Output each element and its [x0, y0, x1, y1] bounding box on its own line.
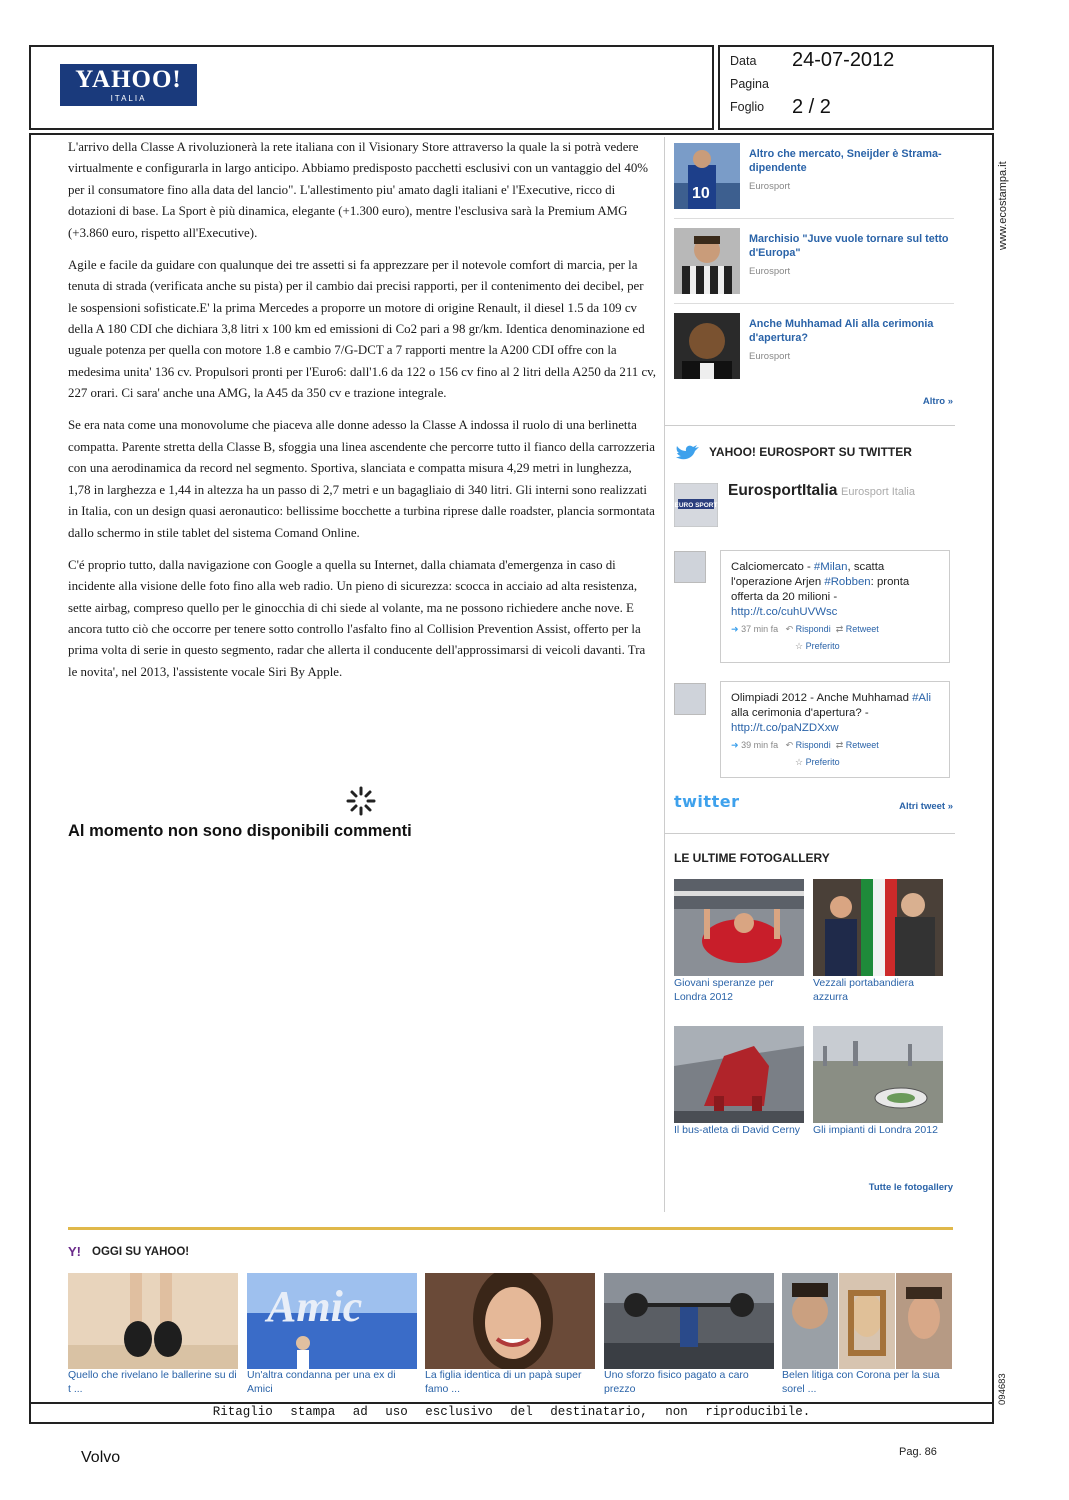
more-tweets-link[interactable]: Altri tweet »	[899, 801, 953, 812]
hashtag-link[interactable]: #Milan	[813, 561, 848, 573]
tweet-bird-icon: ➜	[731, 740, 739, 750]
tweet-card	[720, 681, 950, 778]
news-source: Eurosport	[749, 181, 791, 192]
twitter-bird-icon	[674, 443, 700, 463]
oggi-thumbnail[interactable]	[782, 1273, 952, 1369]
tweet-meta	[731, 738, 941, 753]
gallery-thumbnail[interactable]	[674, 879, 804, 976]
retweet-icon: ⇄	[835, 624, 844, 634]
news-item[interactable]	[674, 313, 954, 379]
news-title-link[interactable]: Altro che mercato, Sneijder è Strama-dipendente	[749, 148, 942, 174]
tweet-avatar[interactable]	[674, 683, 706, 715]
article-paragraph: L'arrivo della Classe A rivoluzionerà la rete italiana con il Visionary Store attraverso la quale la si potrà vedere virtualmente e configurarla in largo anticipo. Abbiamo predisposto pacchetti esclusivi con un vantaggio del 40% per il consumatore fino alla data del lancio". L'allestimento piu' amato dagli italiani e' l'Executive, ricco di dotazioni di base. La Sport è più dinamica, elegante (+1.300 euro), mentre l'esclusiva sarà la Premium AMG (+3.860 euro, rispetto all'Executive).	[68, 140, 649, 240]
news-more-link[interactable]: Altro »	[922, 396, 953, 407]
tweet-bird-icon: ➜	[731, 624, 739, 634]
oggi-thumbnail[interactable]	[604, 1273, 774, 1369]
sidebar	[664, 137, 955, 1212]
star-icon: ☆	[795, 641, 804, 651]
news-separator	[674, 218, 954, 219]
oggi-title: OGGI SU YAHOO!	[92, 1246, 190, 1258]
reply-link[interactable]: Rispondi	[795, 740, 831, 750]
news-title-link[interactable]: Anche Muhhamad Ali alla cerimonia d'apertura?	[749, 318, 934, 344]
gallery-caption-link[interactable]: Vezzali portabandiera azzurra	[813, 977, 914, 1003]
star-icon: ☆	[795, 757, 804, 767]
yahoo-mini-icon: Y!	[68, 1244, 81, 1259]
oggi-caption-link[interactable]: La figlia identica di un papà super famo ...	[425, 1369, 582, 1395]
news-item[interactable]	[674, 143, 954, 209]
pagina-label: Pagina	[730, 77, 769, 91]
tweet-text: Olimpiadi 2012 - Anche Muhhamad #Ali alla cerimonia d'apertura? -	[731, 692, 932, 719]
no-comments-message: Al momento non sono disponibili commenti	[68, 822, 412, 840]
section-divider	[665, 425, 955, 426]
oggi-caption-link[interactable]: Quello che rivelano le ballerine su di t ...	[68, 1369, 237, 1395]
article-paragraph: C'é proprio tutto, dalla navigazione con Google a quella su Internet, dalla chiamata d'emergenza in caso di incidente alla visione delle foto fino alla web radio. Un pieno di sicurezza: scocca in acciaio ad alta resistenza, sette airbag, compreso quello per le ginocchia di chi siede al volante, ma ne possono richiedere anche nove. E ancora tutto ciò che occorre per tenere sotto controllo l'asfalto fino al Collision Prevention Assist, offerto per la prima volta di serie in questo segmento, radar che allerta il conducente dell'approssimarsi di veicoli davanti. Tra le novita', nel 2013, l'assistente vocale Siri By Apple.	[68, 557, 646, 679]
page-number: Pag. 86	[899, 1446, 937, 1458]
disclaimer-rule	[29, 1402, 994, 1404]
gallery-title: LE ULTIME FOTOGALLERY	[674, 851, 830, 865]
section-divider	[665, 833, 955, 834]
gallery-caption-link[interactable]: Giovani speranze per Londra 2012	[674, 977, 774, 1003]
oggi-caption-link[interactable]: Belen litiga con Corona per la sua sorel ...	[782, 1369, 940, 1395]
retweet-icon: ⇄	[835, 740, 844, 750]
twitter-section-title: YAHOO! EUROSPORT SU TWITTER	[709, 445, 912, 459]
gallery-thumbnail[interactable]	[813, 879, 943, 976]
svg-text:Amic: Amic	[267, 1282, 363, 1331]
news-title-link[interactable]: Marchisio "Juve vuole tornare sul tetto d'Europa"	[749, 233, 949, 259]
news-source: Eurosport	[749, 266, 791, 277]
favorite-link[interactable]: Preferito	[805, 757, 840, 767]
foglio-label: Foglio	[730, 100, 765, 114]
tweet-text: Calciomercato - #Milan, scatta l'operazione Arjen #Robben: pronta offerta da 20 milioni -	[731, 561, 910, 603]
reply-link[interactable]: Rispondi	[795, 624, 831, 634]
favorite-link[interactable]: Preferito	[805, 641, 840, 651]
oggi-caption-link[interactable]: Uno sforzo fisico pagato a caro prezzo	[604, 1369, 749, 1395]
gallery-thumbnail[interactable]	[674, 1026, 804, 1123]
twitter-account-name[interactable]: EurosportItalia	[728, 482, 838, 499]
article-body	[68, 137, 656, 694]
tweet-time[interactable]: 39 min fa	[741, 740, 779, 750]
gallery-caption-link[interactable]: Il bus-atleta di David Cerny	[674, 1124, 801, 1136]
tweet-time[interactable]: 37 min fa	[741, 624, 779, 634]
oggi-thumbnail[interactable]	[425, 1273, 595, 1369]
tweet-url-link[interactable]: http://t.co/paNZDXxw	[731, 722, 839, 734]
loading-spinner-icon	[346, 786, 376, 816]
tweet-url-link[interactable]: http://t.co/cuhUVWsc	[731, 606, 838, 618]
news-source: Eurosport	[749, 351, 791, 362]
news-separator	[674, 303, 954, 304]
article-paragraph: Se era nata come una monovolume che piaceva alle donne adesso la Classe A indossa il ruolo di una berlinetta compatta. Parente stretta della Classe B, sfoggia una linea ascendente che percorre tutto il fianco della carrozzeria con una aerodinamica da record nel segmento. Sportiva, slanciata e compatta misura 4,29 metri in lunghezza, 1,78 in larghezza e 1,44 in altezza ha un passo di 2,7 metri e un bagagliaio di 340 litri. Gli interni sono realizzati in Italia, con un design quasi aeronautico: bellissime bocchette a turbina riprese dalle roadster, plancia sormontata dallo schermo in stile tablet del sistema Comand Online.	[68, 418, 655, 540]
svg-text:EURO SPORT: EURO SPORT	[674, 502, 718, 509]
tweet-meta-fav	[731, 755, 941, 770]
disclaimer-text: Ritaglio stampa ad uso esclusivo del destinatario, non riproducibile.	[212, 1405, 811, 1419]
oggi-thumbnail[interactable]	[68, 1273, 238, 1369]
tweet-meta	[731, 622, 941, 637]
twitter-account-sub: Eurosport Italia	[841, 486, 915, 498]
tweet-card	[720, 550, 950, 663]
gallery-thumbnail[interactable]	[813, 1026, 943, 1123]
tweet-avatar[interactable]	[674, 551, 706, 583]
all-galleries-link[interactable]: Tutte le fotogallery	[868, 1182, 953, 1193]
news-item[interactable]	[674, 228, 954, 294]
news-thumbnail[interactable]	[674, 313, 740, 379]
section-rule	[68, 1227, 953, 1230]
retweet-link[interactable]: Retweet	[845, 740, 879, 750]
document-code: 094683	[997, 1373, 1008, 1405]
data-value: 24-07-2012	[792, 49, 895, 71]
oggi-thumbnail[interactable]	[247, 1273, 417, 1369]
twitter-logo[interactable]: twitter	[674, 792, 740, 811]
news-thumbnail[interactable]	[674, 143, 740, 209]
oggi-caption-link[interactable]: Un'altra condanna per una ex di Amici	[247, 1369, 396, 1395]
hashtag-link[interactable]: #Ali	[912, 692, 932, 704]
ecostampa-site: www.ecostampa.it	[997, 161, 1009, 250]
brand-label: Volvo	[81, 1449, 121, 1466]
hashtag-link[interactable]: #Robben	[824, 576, 871, 588]
reply-icon: ↶	[785, 624, 794, 634]
tweet-meta-fav	[731, 639, 941, 654]
article-paragraph: Agile e facile da guidare con qualunque dei tre assetti si fa apprezzare per il notevole comfort di marcia, per la tenuta di strada (verificata anche su pista) per il cambio dai precisi rapporti, per il contenimento dei decibel, per le sospensioni sofisticate.E' la prima Mercedes a proporre un motore di origine Renault, il diesel 1.5 da 109 cv della A 180 CDI che dichiara 3,8 litri x 100 km ed emissioni di Co2 pari a 98 gr/km. Identica denominazione ed uguale potenza per quella con motore 1.8 e cambio 7/G-DCT a 7 rapporti mentre la A200 CDI offre con la medesima unita' 136 cv. Propulsori pronti per l'Euro6: dall'1.6 da 122 o 156 cv fino al 2 litri della A250 da 211 cv, 227 orari. Ci sara' anche una AMG, la A45 da 350 cv e trazione integrale.	[68, 257, 657, 401]
yahoo-logo: YAHOO! ITALIA	[60, 64, 197, 106]
data-label: Data	[730, 54, 757, 68]
eurosport-avatar[interactable]	[674, 483, 718, 527]
reply-icon: ↶	[785, 740, 794, 750]
retweet-link[interactable]: Retweet	[845, 624, 879, 634]
gallery-caption-link[interactable]: Gli impianti di Londra 2012	[813, 1124, 938, 1136]
foglio-value: 2 / 2	[792, 96, 831, 118]
svg-text:10: 10	[692, 185, 710, 202]
news-thumbnail[interactable]	[674, 228, 740, 294]
